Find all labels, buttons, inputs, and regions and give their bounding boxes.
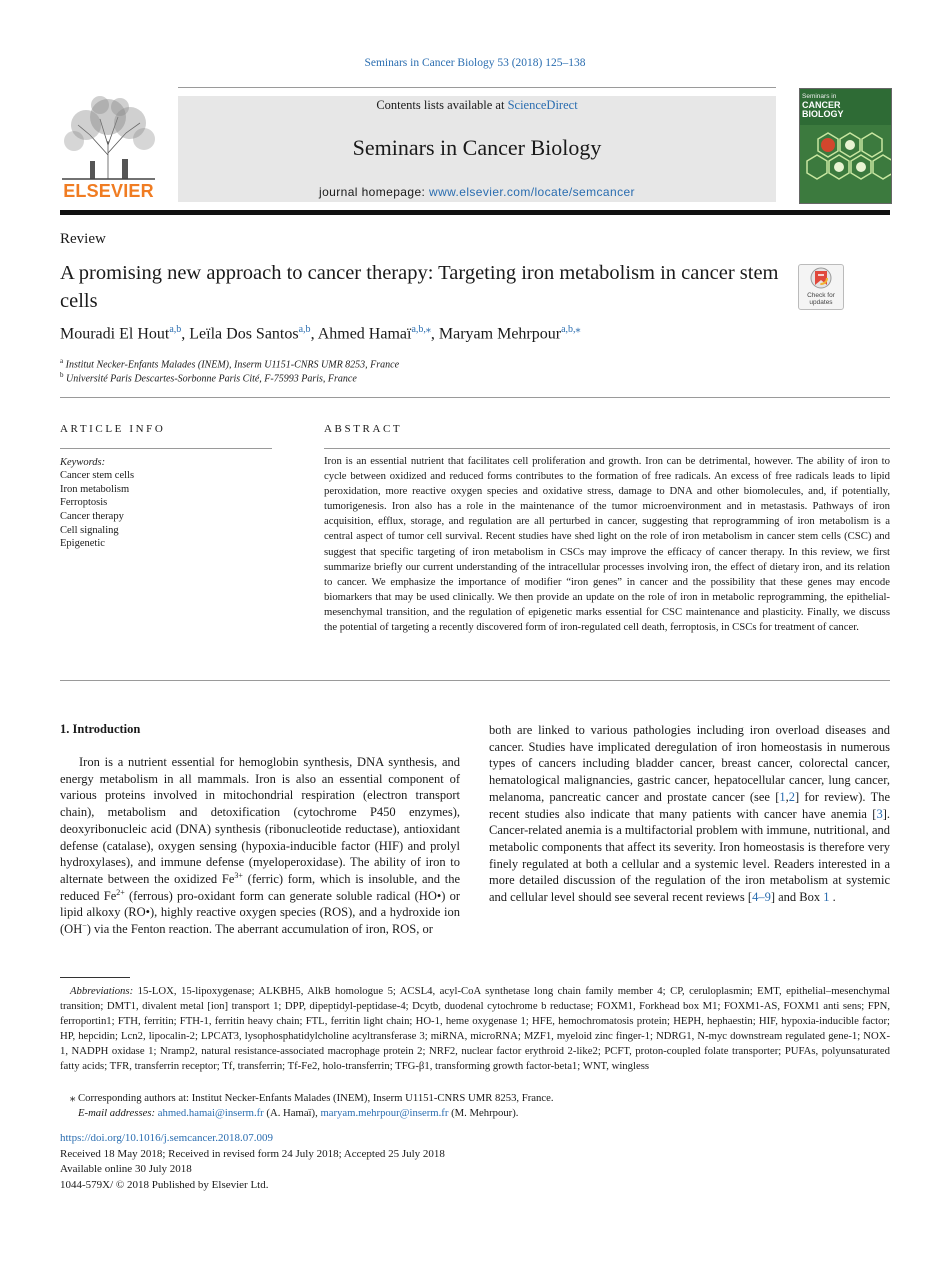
article-info-heading: ARTICLE INFO xyxy=(60,423,166,435)
email-label: E-mail addresses: xyxy=(78,1107,158,1120)
author-affiliation-marker[interactable]: a,b xyxy=(169,324,182,335)
keyword-item: Epigenetic xyxy=(60,538,105,549)
ferric-charge: 3+ xyxy=(234,870,243,880)
email-link[interactable]: maryam.mehrpour@inserm.fr xyxy=(320,1107,449,1120)
author-name[interactable]: Mouradi El Hout xyxy=(60,325,170,343)
available-online: Available online 30 July 2018 xyxy=(60,1163,192,1175)
hydroxide-charge: − xyxy=(82,920,87,930)
journal-cover-thumbnail[interactable] xyxy=(799,88,892,204)
intro-text: , xyxy=(785,789,789,804)
keyword-item: Cancer therapy xyxy=(60,511,124,522)
citation-link[interactable]: 2 xyxy=(788,789,796,804)
running-head[interactable]: Seminars in Cancer Biology 53 (2018) 125–138 xyxy=(364,57,586,69)
masthead-top-rule xyxy=(178,87,776,88)
cover-hexagon-art xyxy=(800,125,891,203)
article-type: Review xyxy=(60,231,106,247)
intro-text: ] and Box xyxy=(770,890,824,905)
homepage-link[interactable]: www.elsevier.com/locate/semcancer xyxy=(429,185,635,199)
corresponding-authors: ⁎ Corresponding authors at: Institut Necker-Enfants Malades (INEM), Inserm U1151-CNRS UMR 8253, France. xyxy=(70,1092,554,1104)
affiliation-b xyxy=(60,371,357,384)
intro-text: both are linked to various pathologies including iron overload diseases and cancer. Studies have implicated deregulation of iron homeostasis in numerous types of cancers including bladder cancer, breast cancer, colorectal cancer, hematological malignancies, gastric cancer, hepatocellular cancer, lung cancer, melanoma, pancreatic cancer and prostate cancer (see [ xyxy=(489,723,890,804)
author-separator: , xyxy=(430,325,439,343)
elsevier-wordmark: ELSEVIER xyxy=(63,181,154,201)
cover-title-line2: BIOLOGY xyxy=(802,109,844,119)
affiliation-text: Université Paris Descartes-Sorbonne Paris Cité, F-75993 Paris, France xyxy=(66,373,357,385)
abstract-heading: ABSTRACT xyxy=(324,423,403,435)
intro-text: (ferrous) pro-oxidant form can generate soluble radical (HO•) or lipid alkoxy (RO•), highly reactive oxygen species (ROS), and a hydroxide ion (OH xyxy=(60,888,461,937)
author-separator: , xyxy=(310,325,318,343)
author-name[interactable]: Ahmed Hamaï xyxy=(317,325,412,343)
keyword-item: Cell signaling xyxy=(60,525,119,536)
email-link[interactable]: ahmed.hamai@inserm.fr xyxy=(157,1107,264,1120)
cover-title xyxy=(802,101,844,119)
received-dates: Received 18 May 2018; Received in revised form 24 July 2018; Accepted 25 July 2018 xyxy=(60,1148,445,1160)
abbreviations-footnote xyxy=(60,984,890,1075)
copyright: 1044-579X/ © 2018 Published by Elsevier Ltd. xyxy=(60,1179,269,1191)
keyword-item: Ferroptosis xyxy=(60,497,108,508)
homepage-prefix: journal homepage: xyxy=(319,185,429,199)
sciencedirect-link[interactable]: ScienceDirect xyxy=(507,98,578,112)
affiliation-marker: b xyxy=(60,371,64,379)
intro-text: ] for review). The recent studies also indicate that many patients with cancer have anemia [ xyxy=(489,789,890,821)
contents-line xyxy=(178,98,776,113)
keyword-item: Cancer stem cells xyxy=(60,470,135,481)
masthead-bottom-rule xyxy=(60,210,890,215)
author-affiliation-marker[interactable]: a,b xyxy=(298,324,311,335)
author-affiliation-marker[interactable]: a,b,⁎ xyxy=(411,324,431,335)
email-owner: (M. Mehrpour). xyxy=(448,1107,519,1120)
introduction-paragraph-left xyxy=(60,754,460,938)
footnote-rule xyxy=(60,977,130,978)
abbreviations-text: 15-LOX, 15-lipoxygenase; ALKBH5, AlkB homologue 5; ACSL4, acyl-CoA synthetase long chain family member 4; CP, ceruloplasmin; EMT, epithelial–mesenchymal transition; DMT1, divalent metal [ion] transport 1; DPP, dipeptidyl-peptidase-4; Dcytb, duodenal cytochrome b reductase; FOXM1, Forkhead box M1; FOXM1-AS, FOXM1 anti sens; FPN, ferroportin1; FTH, ferritin; FTH-1, ferritin heavy chain; FTL, ferritin light chain; HO-1, heme oxygenase 1; HFE, hemochromatosis protein; HEPH, hephaestin; HIF, hypoxia-inducible factor; HP, hepcidin; Lcn2, lipocalin-2; LPCAT3, lysophosphatidylcholine acyltransferase 3; miRNA, microRNA; MZF1, myeloid zinc finger-1; NDRG1, N-myc downstream regulated gene-1; NOX-1, NADPH oxidase 1; Nramp2, natural resistance-associated macrophage protein 2; NRF2, nuclear factor erythroid 2-like2; PCFT, proton-coupled folate transporter; PUFAs, polyunsaturated fatty acids; TFR, transferrin receptor; Tf, transferrin; Tf-Fe2, holo-transferrin; TFG-β1, transforming growth factor-beta1; WNT, wingless xyxy=(60,985,890,1073)
author-name[interactable]: Leïla Dos Santos xyxy=(189,325,299,343)
author-name[interactable]: Maryam Mehrpour xyxy=(438,325,562,343)
introduction-paragraph-right xyxy=(489,722,890,906)
crossmark-label: Check for updates xyxy=(807,292,835,306)
affiliation-text: Institut Necker-Enfants Malades (INEM), Inserm U1151-CNRS UMR 8253, France xyxy=(65,359,400,371)
abstract-divider xyxy=(60,680,890,681)
abstract-rule xyxy=(324,448,890,449)
intro-text: . xyxy=(829,890,836,905)
abstract-text: Iron is an essential nutrient that facilitates cell proliferation and growth. Iron can be detrimental, however. The ability of iron to cycle between oxidized and reduced forms contributes to the formation of free radicals. An excess of free radicals leads to lipid peroxidation, more reactive oxygen species and oxidative stress, damage to DNA and other biomolecules, and, if potentially, tumorigenesis. Iron also has a role in the maintenance of the tumor microenvironment and in metastasis. Pathways of iron acquisition, efflux, storage, and regulation are all perturbed in cancer, suggesting that reprogramming of iron metabolism is a central aspect of tumor cell survival. Recent studies have shed light on the role of iron metabolism in cancer stem cells (CSC) and suggest that specific targeting of iron metabolism in CSCs may improve the efficacy of cancer therapy. In this review, we first summarize briefly our current understanding of the intracellular processes involving iron, the effect of dietary iron, and its relation to cancer. We emphasize the importance of modifier “iron genes” in cancer and the possibility that these genes may encode biomarkers that may be used clinically. We then provide an update on the role of iron in metabolic reprogramming, the epithelial-mesenchymal transition, and the regulation of epigenetic marks essential for CSC maintenance and plasticity. Finally, we discuss the potential of targeting a recently discovered form of iron-regulated cell death, ferroptosis, in CSCs for treatment of cancer. xyxy=(324,455,890,634)
correspondence-note xyxy=(60,1091,890,1121)
citation-link[interactable]: 1 xyxy=(779,789,786,804)
intro-text: Iron is a nutrient essential for hemoglobin synthesis, DNA synthesis, and energy metabolism in all mammals. Iron is also an essential component of various proteins involved in mitochondrial respiration (electron transport chain), metabolism and detoxification (cytochrome P450 enzymes), deoxyribonucleic acid (DNA) synthesis (ribonucleotide reductase), antioxidant defense (catalase), oxygen sensing (hypoxia-inducible factor (HIF) and prolyl hydroxylases), and immune defense (myeloperoxidase). The ability of iron to alternate between the oxidized Fe xyxy=(60,755,460,886)
article-info-rule xyxy=(60,448,272,449)
header-divider xyxy=(60,397,890,398)
article-title: A promising new approach to cancer therapy: Targeting iron metabolism in cancer stem cells xyxy=(60,262,779,312)
affiliation-a xyxy=(60,357,399,370)
box-link[interactable]: 1 xyxy=(823,890,830,905)
doi-link[interactable]: https://doi.org/10.1016/j.semcancer.2018.07.009 xyxy=(60,1132,274,1144)
contents-prefix: Contents lists available at xyxy=(376,98,508,112)
intro-text: (ferric) form, which is insoluble, and the reduced Fe xyxy=(60,871,460,903)
ferrous-charge: 2+ xyxy=(116,887,125,897)
intro-text: ) via the Fenton reaction. The aberrant accumulation of iron, ROS, or xyxy=(86,922,433,937)
citation-link[interactable]: 3 xyxy=(876,806,883,821)
section-heading-introduction: 1. Introduction xyxy=(60,722,141,736)
journal-homepage xyxy=(178,185,776,199)
email-owner: (A. Hamaï), xyxy=(263,1107,321,1120)
keyword-item: Iron metabolism xyxy=(60,484,130,495)
abbreviations-label: Abbreviations: xyxy=(70,985,134,997)
author-separator: , xyxy=(181,325,190,343)
journal-title: Seminars in Cancer Biology xyxy=(352,135,602,160)
affiliation-marker: a xyxy=(60,357,64,365)
crossmark-badge[interactable] xyxy=(798,264,844,310)
cover-subtitle: Seminars in xyxy=(802,93,837,100)
cover-title-line1: CANCER xyxy=(802,100,841,110)
citation-link[interactable]: 4–9 xyxy=(752,890,771,905)
email-line xyxy=(60,1106,890,1121)
author-affiliation-marker[interactable]: a,b,⁎ xyxy=(561,324,581,335)
crossmark-icon xyxy=(799,265,843,293)
keywords-label: Keywords: xyxy=(60,457,106,468)
intro-text: ]. Cancer-related anemia is a multifactorial problem with immune, nutritional, and metabolic components that affect its severity. Iron homeostasis is therefore very finely regulated at both a cellular and a systemic level. Readers interested in a more detailed discussion of the regulation of the iron metabolism at systemic and cellular level should see several recent reviews [ xyxy=(489,806,890,905)
author-list xyxy=(60,324,581,343)
